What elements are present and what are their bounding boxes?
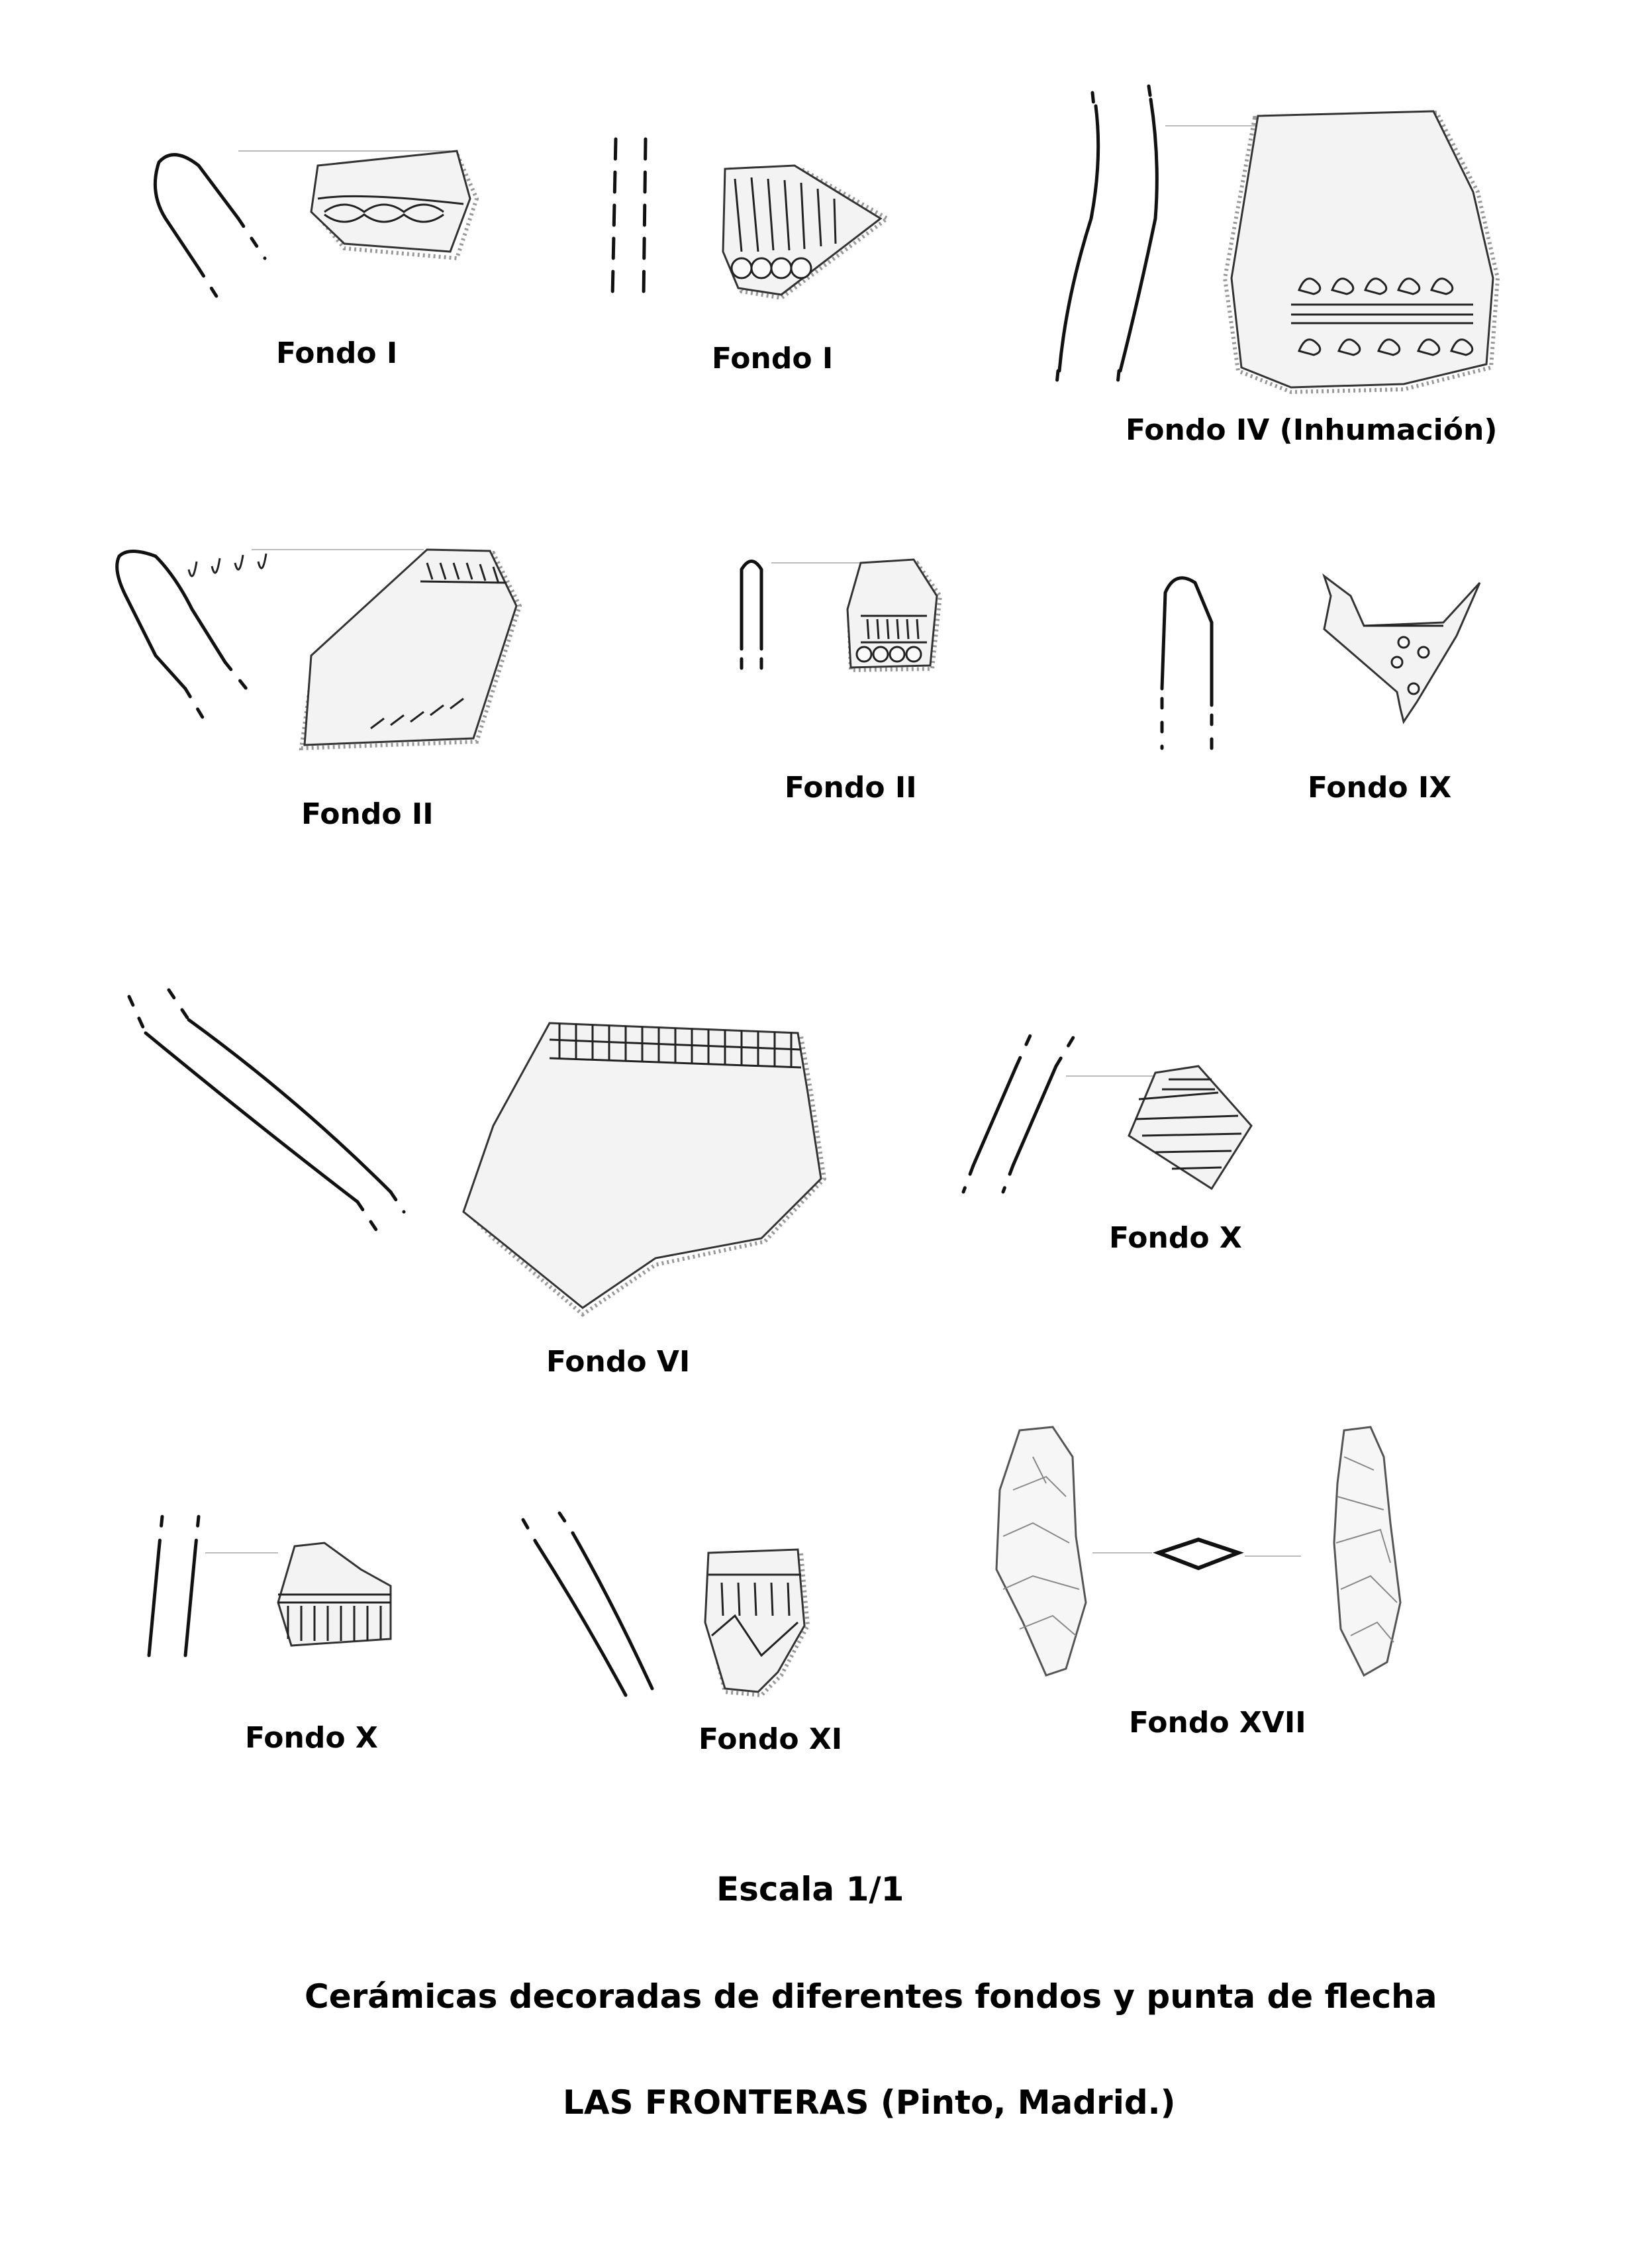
- fondo-vi-profile: [129, 990, 404, 1232]
- fondo-xi-profile: [523, 1513, 652, 1695]
- fondo-ix-profile: [1162, 578, 1212, 748]
- fondo-iv-sherd: [1225, 111, 1498, 392]
- fondo-i-sherd: [311, 151, 477, 258]
- site-title: LAS FRONTERAS (Pinto, Madrid.): [563, 2083, 1176, 2122]
- label-fondo-xi: Fondo XI: [699, 1722, 843, 1756]
- label-fondo-i-b: Fondo I: [712, 342, 834, 375]
- fondo-x-b-sherd: [278, 1543, 391, 1646]
- label-fondo-i: Fondo I: [276, 336, 398, 370]
- label-fondo-vi: Fondo VI: [546, 1345, 691, 1379]
- fondo-x-profile: [963, 1030, 1165, 1192]
- fondo-xvii-section: [1092, 1540, 1301, 1568]
- label-fondo-ix: Fondo IX: [1308, 771, 1452, 805]
- scale-label: Escala 1/1: [716, 1870, 904, 1908]
- label-fondo-iv: Fondo IV (Inhumación): [1126, 413, 1498, 447]
- label-fondo-ii: Fondo II: [301, 797, 434, 831]
- fondo-ii-b-sherd: [847, 560, 940, 670]
- fondo-xi-sherd: [705, 1550, 808, 1695]
- label-fondo-x-b: Fondo X: [245, 1721, 378, 1755]
- fondo-xvii-arrowhead-face-a: [996, 1427, 1086, 1675]
- fondo-ix-sherd: [1324, 576, 1480, 722]
- fondo-i-b-sherd: [723, 166, 887, 298]
- label-fondo-xvii: Fondo XVII: [1129, 1706, 1306, 1740]
- fondo-vi-sherd: [463, 1023, 824, 1314]
- label-fondo-x: Fondo X: [1109, 1221, 1242, 1255]
- fondo-x-sherd: [1129, 1066, 1251, 1189]
- fondo-ii-sherd: [301, 550, 520, 748]
- label-fondo-ii-b: Fondo II: [785, 771, 917, 805]
- fondo-x-b-profile: [149, 1516, 278, 1655]
- fondo-xvii-arrowhead-face-b: [1334, 1427, 1400, 1675]
- fondo-iv-profile: [1057, 86, 1268, 384]
- plate-caption: Cerámicas decoradas de diferentes fondos y punta de flecha: [305, 1977, 1437, 2016]
- fondo-i-b-profile: [612, 139, 646, 298]
